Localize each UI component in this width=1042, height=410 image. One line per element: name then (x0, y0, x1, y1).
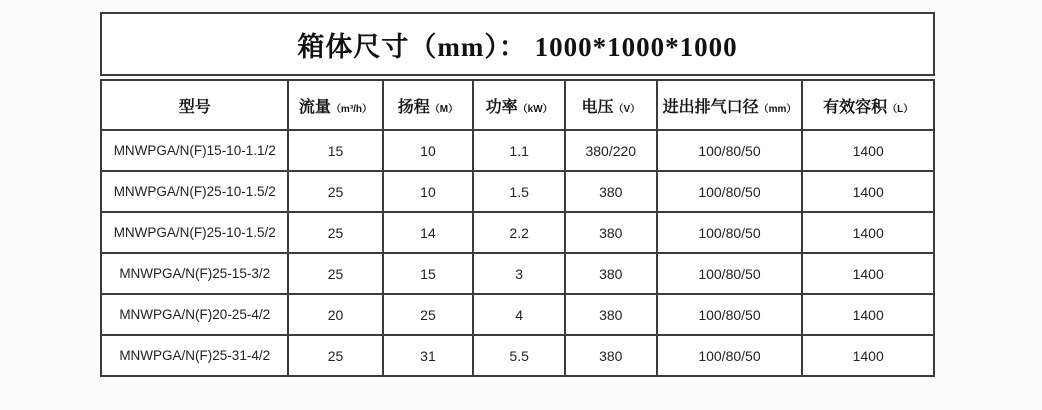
column-label: 功率 (485, 98, 518, 116)
value-cell: 15 (383, 253, 474, 294)
column-unit: （M） (429, 103, 459, 115)
column-unit: （m³/h） (330, 103, 373, 115)
column-header-port-diameter (657, 80, 803, 130)
model-cell: MNWPGA/N(F)25-10-1.5/2 (101, 212, 288, 253)
value-cell: 380 (565, 294, 657, 335)
column-header-power (473, 80, 565, 130)
box-size-title-bar (100, 12, 935, 76)
column-label: 电压 (581, 98, 614, 116)
table-row (101, 294, 934, 335)
model-cell: MNWPGA/N(F)20-25-4/2 (101, 294, 288, 335)
value-cell: 380 (565, 171, 657, 212)
value-cell: 1400 (802, 294, 934, 335)
column-label: 流量 (298, 98, 331, 116)
value-cell: 100/80/50 (657, 130, 803, 171)
column-label: 进出排气口径 (662, 98, 759, 116)
column-unit: （V） (613, 103, 641, 115)
value-cell: 25 (288, 253, 382, 294)
model-cell: MNWPGA/N(F)25-31-4/2 (101, 335, 288, 376)
value-cell: 100/80/50 (657, 171, 803, 212)
column-header-voltage (565, 80, 657, 130)
value-cell: 1400 (802, 171, 934, 212)
table-row (101, 335, 934, 376)
value-cell: 31 (383, 335, 474, 376)
table-row (101, 130, 934, 171)
table-header (101, 80, 934, 130)
column-header-effective-volume (802, 80, 934, 130)
column-header-head (383, 80, 474, 130)
box-size-title: 箱体尺寸（mm）： 1000*1000*1000 (297, 31, 738, 62)
table-row (101, 212, 934, 253)
value-cell: 1400 (802, 212, 934, 253)
model-cell: MNWPGA/N(F)25-15-3/2 (101, 253, 288, 294)
header-row (101, 80, 934, 130)
value-cell: 100/80/50 (657, 335, 803, 376)
spec-sheet (100, 12, 935, 377)
value-cell: 2.2 (473, 212, 565, 253)
value-cell: 380 (565, 212, 657, 253)
value-cell: 25 (288, 171, 382, 212)
value-cell: 25 (383, 294, 474, 335)
column-header-model (101, 80, 288, 130)
value-cell: 14 (383, 212, 474, 253)
value-cell: 380 (565, 335, 657, 376)
value-cell: 1.1 (473, 130, 565, 171)
value-cell: 10 (383, 130, 474, 171)
value-cell: 5.5 (473, 335, 565, 376)
column-label: 型号 (178, 98, 211, 116)
column-label: 有效容积 (823, 98, 888, 116)
value-cell: 100/80/50 (657, 212, 803, 253)
value-cell: 1400 (802, 253, 934, 294)
value-cell: 4 (473, 294, 565, 335)
value-cell: 100/80/50 (657, 294, 803, 335)
value-cell: 20 (288, 294, 382, 335)
column-unit: （L） (887, 103, 914, 115)
model-cell: MNWPGA/N(F)15-10-1.1/2 (101, 130, 288, 171)
value-cell: 10 (383, 171, 474, 212)
table-row (101, 253, 934, 294)
value-cell: 1.5 (473, 171, 565, 212)
model-cell: MNWPGA/N(F)25-10-1.5/2 (101, 171, 288, 212)
value-cell: 380 (565, 253, 657, 294)
column-header-flow (288, 80, 382, 130)
table-row (101, 171, 934, 212)
value-cell: 1400 (802, 335, 934, 376)
column-label: 扬程 (397, 98, 430, 116)
value-cell: 3 (473, 253, 565, 294)
value-cell: 25 (288, 335, 382, 376)
value-cell: 25 (288, 212, 382, 253)
value-cell: 15 (288, 130, 382, 171)
value-cell: 380/220 (565, 130, 657, 171)
pump-spec-table (100, 79, 935, 377)
value-cell: 1400 (802, 130, 934, 171)
value-cell: 100/80/50 (657, 253, 803, 294)
table-body (101, 130, 934, 376)
column-unit: （kW） (517, 103, 553, 115)
column-unit: （mm） (758, 103, 797, 115)
